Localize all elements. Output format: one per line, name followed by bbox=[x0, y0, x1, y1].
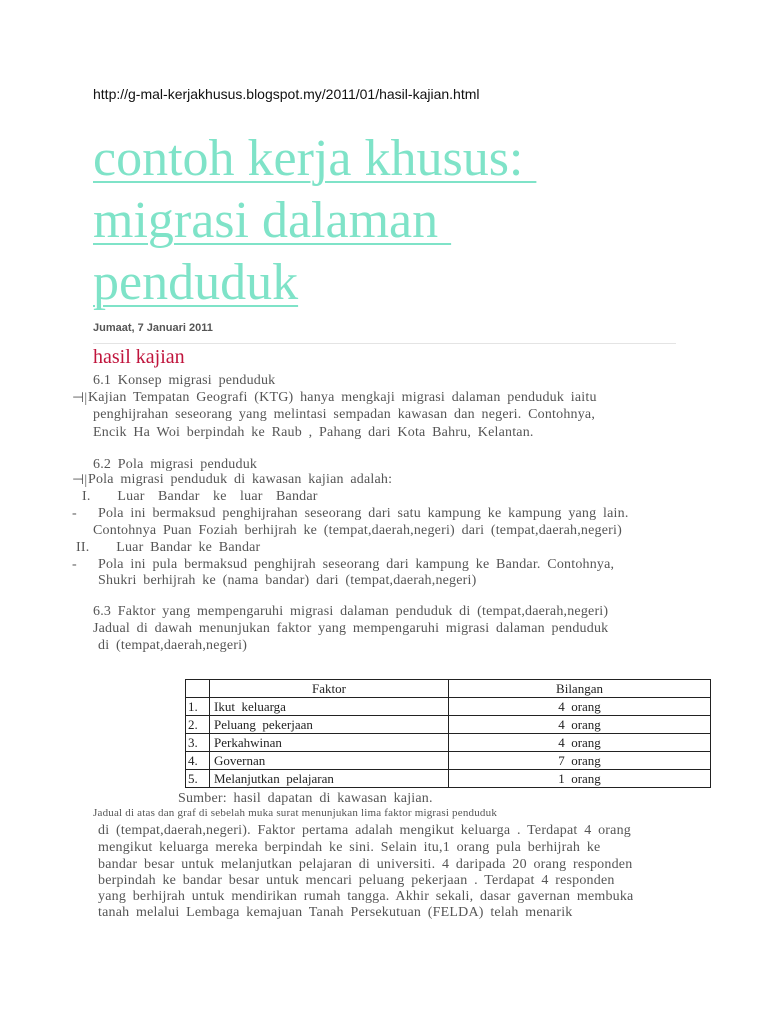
paragraph-line: penghijrahan seseorang yang melintasi sempadan kawasan dan negeri. Contohnya, bbox=[93, 407, 596, 422]
source-url[interactable]: http://g-mal-kerjakhusus.blogspot.my/2011/01/hasil-kajian.html bbox=[93, 86, 480, 102]
paragraph-line-small: Jadual di atas dan graf di sebelah muka surat menunjukan lima faktor migrasi penduduk bbox=[93, 807, 498, 819]
paragraph-line: Pola migrasi penduduk di kawasan kajian adalah: bbox=[88, 472, 393, 487]
paragraph-line: berpindah ke bandar besar untuk mencari peluang pekerjaan . Terdapat 4 responden bbox=[98, 873, 615, 888]
row-bilangan: 7 orang bbox=[449, 752, 711, 770]
row-no: 5. bbox=[186, 770, 210, 788]
factor-table bbox=[185, 679, 711, 788]
bullet-icon: ⊣| bbox=[72, 473, 88, 488]
dash-marker: - bbox=[72, 557, 77, 572]
row-faktor: Governan bbox=[210, 752, 449, 770]
header-bilangan: Bilangan bbox=[449, 680, 711, 698]
paragraph-line: Shukri berhijrah ke (nama bandar) dari (tempat,daerah,negeri) bbox=[98, 573, 477, 588]
paragraph-line: tanah melalui Lembaga kemajuan Tanah Persekutuan (FELDA) telah menarik bbox=[98, 905, 573, 920]
paragraph-line: bandar besar untuk melanjutkan pelajaran di universiti. 4 daripada 20 orang responden bbox=[98, 857, 633, 872]
row-faktor: Melanjutkan pelajaran bbox=[210, 770, 449, 788]
row-bilangan: 4 orang bbox=[449, 716, 711, 734]
bullet-icon: ⊣| bbox=[72, 391, 88, 406]
paragraph-line: Encik Ha Woi berpindah ke Raub , Pahang dari Kota Bahru, Kelantan. bbox=[93, 425, 534, 440]
paragraph-line: yang berhijrah untuk mendirikan rumah tangga. Akhir sekali, dasar gavernan membuka bbox=[98, 889, 634, 904]
paragraph-line: Kajian Tempatan Geografi (KTG) hanya mengkaji migrasi dalaman penduduk iaitu bbox=[88, 390, 597, 405]
title-line-2[interactable]: migrasi dalaman bbox=[93, 192, 452, 249]
paragraph-line: Pola ini pula bermaksud penghijrah seseorang dari kampung ke Bandar. Contohnya, bbox=[98, 557, 615, 572]
paragraph-line: di (tempat,daerah,negeri). Faktor pertama adalah mengikut keluarga . Terdapat 4 orang bbox=[98, 823, 631, 838]
title-line-1[interactable]: contoh kerja khusus: bbox=[93, 130, 537, 187]
paragraph-line: Contohnya Puan Foziah berhijrah ke (tempat,daerah,negeri) dari (tempat,daerah,negeri) bbox=[93, 523, 622, 538]
row-no: 2. bbox=[186, 716, 210, 734]
table-row bbox=[186, 716, 711, 734]
header-no bbox=[186, 680, 210, 698]
paragraph-line: di (tempat,daerah,negeri) bbox=[98, 638, 248, 653]
header-faktor: Faktor bbox=[210, 680, 449, 698]
table-source: Sumber: hasil dapatan di kawasan kajian. bbox=[178, 791, 433, 806]
title-line-3[interactable]: penduduk bbox=[93, 254, 299, 311]
paragraph-line: Pola ini bermaksud penghijrahan seseorang dari satu kampung ke kampung yang lain. bbox=[98, 506, 629, 521]
page-title[interactable] bbox=[93, 128, 536, 314]
row-no: 1. bbox=[186, 698, 210, 716]
row-faktor: Peluang pekerjaan bbox=[210, 716, 449, 734]
table-header-row bbox=[186, 680, 711, 698]
row-faktor: Perkahwinan bbox=[210, 734, 449, 752]
post-heading: hasil kajian bbox=[93, 346, 185, 368]
table-row bbox=[186, 734, 711, 752]
row-no: 4. bbox=[186, 752, 210, 770]
list-item-roman-1: I. Luar Bandar ke luar Bandar bbox=[82, 489, 318, 504]
post-date: Jumaat, 7 Januari 2011 bbox=[93, 322, 213, 334]
dash-marker: - bbox=[72, 506, 77, 521]
row-no: 3. bbox=[186, 734, 210, 752]
row-faktor: Ikut keluarga bbox=[210, 698, 449, 716]
list-item-roman-2: II. Luar Bandar ke Bandar bbox=[76, 540, 261, 555]
section-6-1-title: 6.1 Konsep migrasi penduduk bbox=[93, 373, 276, 388]
section-6-3-title: 6.3 Faktor yang mempengaruhi migrasi dalaman penduduk di (tempat,daerah,negeri) bbox=[93, 604, 609, 619]
divider bbox=[93, 343, 676, 344]
row-bilangan: 4 orang bbox=[449, 734, 711, 752]
table-row bbox=[186, 698, 711, 716]
section-6-2-title: 6.2 Pola migrasi penduduk bbox=[93, 457, 258, 472]
table-row bbox=[186, 752, 711, 770]
row-bilangan: 4 orang bbox=[449, 698, 711, 716]
paragraph-line: Jadual di dawah menunjukan faktor yang mempengaruhi migrasi dalaman penduduk bbox=[93, 621, 609, 636]
row-bilangan: 1 orang bbox=[449, 770, 711, 788]
table-row bbox=[186, 770, 711, 788]
paragraph-line: mengikut keluarga mereka berpindah ke sini. Selain itu,1 orang pula berhijrah ke bbox=[98, 840, 601, 855]
